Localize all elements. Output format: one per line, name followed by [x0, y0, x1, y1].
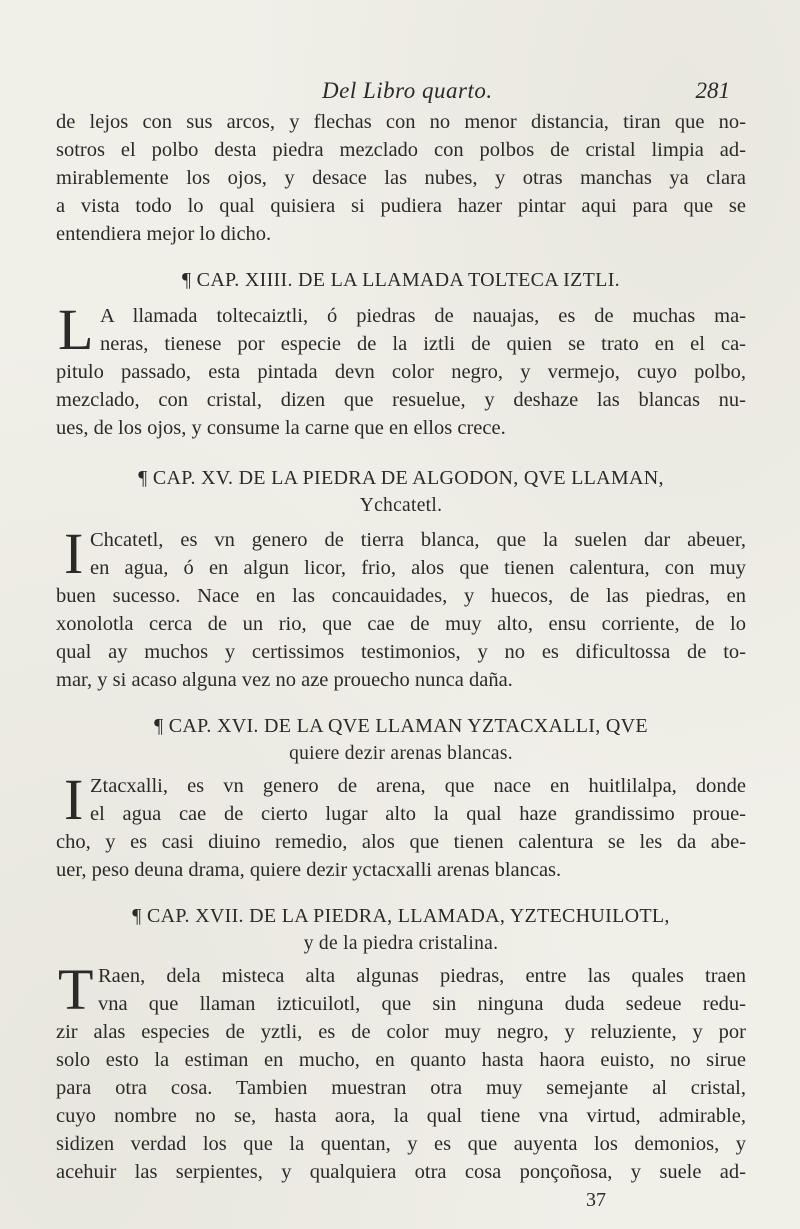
text-line: ues, de los ojos, y consume la carne que en ellos crece.: [56, 417, 506, 439]
text-line: A llamada toltecaiztli, ó piedras de nauajas, es de muchas ma-: [100, 305, 746, 327]
text-line: sotros el polbo desta piedra mezclado con polbos de cristal limpia ad-: [56, 139, 746, 161]
text-line: buen sucesso. Nace en las concauidades, y huecos, de las piedras, en: [56, 585, 746, 607]
chapter-heading-15: [56, 464, 746, 520]
drop-cap: I: [64, 521, 84, 586]
text-line: vna que llaman izticuilotl, que sin ninguna duda sedeue redu-: [98, 993, 746, 1015]
text-line: pitulo passado, esta pintada devn color negro, y vermejo, cuyo polbo,: [56, 361, 746, 383]
text-line: acehuir las serpientes, y qualquiera otra cosa ponçoñosa, y suele ad-: [56, 1161, 746, 1183]
text-line: Chcatetl, es vn genero de tierra blanca, que la suelen dar abeuer,: [90, 529, 746, 551]
text-line: qual ay muchos y certissimos testimonios, y no es dificultossa de to-: [56, 641, 746, 663]
text-line: el agua cae de cierto lugar alto la qual haze grandissimo proue-: [90, 803, 746, 825]
signature-mark: 37: [586, 1189, 606, 1211]
chapter-heading-14: [56, 266, 746, 294]
chapter-16-body: [56, 767, 746, 884]
chapter-title: ¶ CAP. XVII. DE LA PIEDRA, LLAMADA, YZTECHUILOTL,: [132, 905, 670, 927]
text-line: de lejos con sus arcos, y flechas con no menor distancia, tiran que no-: [56, 111, 746, 133]
chapter-subtitle: y de la piedra cristalina.: [303, 933, 499, 954]
running-title: Del Libro quarto.: [322, 78, 493, 103]
page-header: [60, 78, 740, 108]
text-line: xonolotla cerca de un rio, que cae de muy alto, ensu corriente, de lo: [56, 613, 746, 635]
paragraph-continuation: [56, 108, 746, 248]
page-number: 281: [695, 78, 730, 103]
text-line: Ztacxalli, es vn genero de arena, que nace en huitlilalpa, donde: [90, 775, 746, 797]
chapter-subtitle: quiere dezir arenas blancas.: [289, 743, 513, 764]
drop-cap: T: [58, 957, 94, 1022]
text-line: cho, y es casi diuino remedio, alos que tienen calentura se les da abe-: [56, 831, 746, 853]
text-line: para otra cosa. Tambien muestran otra muy semejante al cristal,: [56, 1077, 746, 1099]
chapter-heading-17: [56, 902, 746, 958]
text-line: solo esto la estiman en mucho, en quanto hasta haora euisto, no sirue: [56, 1049, 746, 1071]
chapter-14-body: [56, 297, 746, 442]
text-line: sidizen verdad los que la quentan, y es que auyenta los demonios, y: [56, 1133, 746, 1155]
chapter-15-body: [56, 521, 746, 694]
text-line: mar, y si acaso alguna vez no aze prouecho nunca daña.: [56, 669, 513, 691]
chapter-17-body: [56, 957, 746, 1186]
drop-cap: L: [58, 297, 94, 362]
text-line: neras, tienese por especie de la iztli de quien se trato en el ca-: [100, 333, 746, 355]
text-line: uer, peso deuna drama, quiere dezir yctacxalli arenas blancas.: [56, 859, 562, 881]
chapter-title: ¶ CAP. XVI. DE LA QVE LLAMAN YZTACXALLI, QVE: [154, 715, 648, 737]
text-line: cuyo nombre no se, hasta aora, la qual tiene vna virtud, admirable,: [56, 1105, 746, 1127]
text-line: a vista todo lo qual quisiera si pudiera hazer pintar aqui para que se: [56, 195, 746, 217]
chapter-heading-16: [56, 712, 746, 768]
text-line: entendiera mejor lo dicho.: [56, 223, 272, 245]
drop-cap: I: [64, 767, 84, 832]
text-line: Raen, dela misteca alta algunas piedras, entre las quales traen: [98, 965, 746, 987]
chapter-title: ¶ CAP. XV. DE LA PIEDRA DE ALGODON, QVE LLAMAN,: [138, 467, 664, 489]
chapter-subtitle: Ychcatetl.: [359, 495, 443, 516]
text-line: en agua, ó en algun licor, frio, alos que tienen calentura, con muy: [90, 557, 746, 579]
text-line: mirablemente los ojos, y desace las nubes, y otras manchas ya clara: [56, 167, 746, 189]
chapter-title: ¶ CAP. XIIII. DE LA LLAMADA TOLTECA IZTLI.: [182, 269, 620, 291]
text-line: mezclado, con cristal, dizen que resuelue, y deshaze las blancas nu-: [56, 389, 746, 411]
text-line: zir alas especies de yztli, es de color muy negro, y reluziente, y por: [56, 1021, 746, 1043]
